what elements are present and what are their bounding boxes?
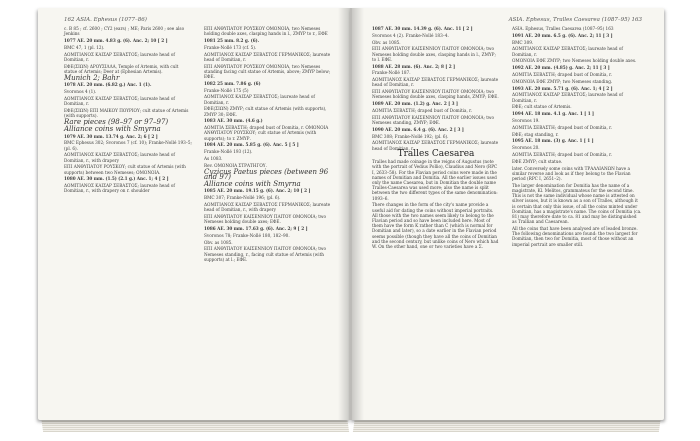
catalogue-paragraph: ΔΟΜΙΤΙΑΝΟΣ ΚΑΙΣΑΡ ΣΕΒΑΣΤΟΣ; laureate head of Domitian, r.	[64, 51, 175, 62]
catalogue-paragraph: ΕΦΕ(ΣΙΩΝ) ΖΜΥΡ; cult statue of Artemis (with supports), ΖΜΥΡ 30; ΕΦΕ.	[204, 106, 327, 117]
catalogue-paragraph: Svoronos 20.	[512, 145, 540, 151]
catalogue-paragraph: ΔΟΜΙΤΙΑΝΟΣ ΚΑΙΣΑΡ ΣΕΒΑΣΤΟΣ; laureate head of Domitian, r.	[204, 94, 315, 105]
catalogue-paragraph: ΔΟΜΙΤΙΑ ΣΕΒΑΣΤΗ; draped bust of Domitia, r. ΟΜΟΝΟΙΑ ΑΝΘΥΠΑΤΟΥ ΡΟΥΣΚΟΥ; cult statue of Artemis (with supports); to r. ΖΜΥΡ.	[204, 125, 329, 141]
catalogue-paragraph: Cyzicus Paetus pieces (between 96 and 97)	[204, 167, 329, 181]
catalogue-paragraph: 1094 AE. 18 mm. 4.1 g. Anc. 1 [ 1 ]	[512, 111, 595, 117]
catalogue-paragraph: Svoronos 19.	[512, 117, 540, 123]
catalogue-paragraph: ΕΠΙ ΑΝΘΥΠΑΤΟΥ ΡΟΥΣΚΟΥ; cult statue of Artemis (with supports) between two Nemeses; ΟΜΟΝΟΙΑ.	[64, 164, 186, 175]
right-running-head: ASIA. Ephesus, Tralles Caesarea (1087–95) 163	[508, 17, 642, 23]
catalogue-paragraph: 1093 AE. 20 mm. 5.71 g. (6). Anc. 1; 4 [ 2 ]	[512, 85, 613, 91]
catalogue-paragraph: 1088 AE. 28 mm. (6). Anc. 2; 8 [ 2 ]	[372, 63, 456, 69]
catalogue-paragraph: 1082 25 mm. 7.86 g. (6)	[204, 80, 261, 86]
catalogue-paragraph: BMC Ephesus 302; Svoronos 7 (cf. 10); Franke-Nollé 193–5; (pl. 6).	[64, 140, 192, 151]
left-running-head: 162 ASIA. Ephesus (1077–86)	[64, 17, 147, 23]
catalogue-paragraph: ΕΦΕ; stag standing, r.	[512, 131, 559, 137]
catalogue-paragraph: ΔΟΜΙΤΙΑ ΣΕΒΑΣΤΗ; draped bust of Domitia, r.	[512, 71, 613, 77]
catalogue-paragraph: Svoronos 4 (1).	[64, 89, 97, 95]
catalogue-paragraph: Obv. as 1085.	[204, 239, 233, 245]
catalogue-paragraph: Alliance coins with Smyrna	[64, 124, 161, 133]
catalogue-paragraph: ΔΟΜΙΤΙΑΝΟΣ ΚΑΙΣΑΡ ΣΕΒΑΣΤΟΣ ΓΕΡΜΑΝΙΚΟΣ; laureate head of Domitian, r.	[204, 51, 331, 62]
catalogue-paragraph: Munich 2; Bahr	[64, 73, 120, 82]
catalogue-paragraph: All the coins that have been analysed are of leaded bronze. The following denominations are found: the two largest for Domitian, then two for Domitia, most of those without an imperial portrait are smaller still.	[512, 225, 638, 247]
catalogue-paragraph: ΟΜΟΝΟΙΑ ΕΦΕ ΖΜΥΡ; two Nemeses standing.	[512, 78, 613, 84]
catalogue-paragraph: 1087 AE. 30 mm. 14.39 g. (6). Anc. 11 [ 2 ]	[372, 26, 473, 31]
catalogue-paragraph: BMC 307; Franke-Nollé 196; (pl. 6).	[204, 195, 281, 201]
catalogue-paragraph: ΕΠΙ ΑΝΘΥΠΑΤΟΥ ΡΟΥΣΚΟΥ ΟΜΟΝΟΙΑ, two Nemeses holding double axes, clasping hands in l., ΖΜΥΡ to r., ΕΦΕ	[204, 26, 328, 37]
catalogue-paragraph: ΕΠΙ ΑΝΘΥΠΑΤΟΥ ΚΑΙΣΕΝΝΙΟΥ ΠΑΙΤΟΥ ΟΜΟΝΟΙΑ; two Nemeses holding double axes, clasping hands in l., ΖΜΥΡ; to l. ΕΦΕ.	[372, 46, 496, 62]
catalogue-paragraph: ΕΠΙ ΑΝΘΥΠΑΤΟΥ ΚΑΙΣΕΝΝΙΟΥ ΠΑΙΤΟΥ ΟΜΟΝΟΙΑ; two Nemeses holding double axes, clasping hands, ΖΜΥΡ; ΕΦΕ.	[372, 89, 499, 100]
catalogue-paragraph: c. B 85 ; cf. 2600 ; CY2 (ears) ; ME; Paris 2600 ; see also Jenkins	[64, 26, 185, 37]
right-column-2	[512, 26, 642, 248]
catalogue-paragraph: Svoronos 78; Franke-Nollé 180, 182–90.	[204, 232, 290, 238]
catalogue-paragraph: 1085 AE. 20 mm. 19.15 g. (6). Anc. 2; 10 [ 2 ]	[204, 188, 311, 194]
catalogue-paragraph: BMC 308; Franke-Nollé 192; (pl. 6).	[372, 133, 449, 139]
catalogue-paragraph: Franke-Nollé 193 (12).	[204, 149, 253, 155]
catalogue-paragraph: ΔΟΜΙΤΙΑΝΟΣ ΚΑΙΣΑΡ ΣΕΒΑΣΤΟΣ; laureate head of Domitian, r.	[512, 46, 623, 57]
catalogue-paragraph: Franke-Nollé 175 (5)	[204, 87, 249, 93]
book-gutter	[338, 8, 364, 420]
catalogue-paragraph: ΕΦΕ ΖΜΥΡ; cult statue.	[512, 158, 563, 164]
catalogue-paragraph: 1092 AE. 20 mm. (4.85) g. Anc. 2; 11 [ 3 ]	[512, 65, 610, 71]
catalogue-paragraph: ΔΟΜΙΤΙΑΝΟΣ ΚΑΙΣΑΡ ΣΕΒΑΣΤΟΣ ΓΕΡΜΑΝΙΚΟΣ; laureate head of Domitian, r., with drapery	[204, 201, 331, 213]
catalogue-paragraph: ASIA. Ephesus, Tralles Caesarea (1087–95) 163	[512, 26, 614, 31]
catalogue-paragraph: Tralles had made coinage in the reigns of Augustus (note with the portrait of Vedius Pollio), Claudius and Nero (RPC I, 2633–58). For the Flavian period coins were made in the names of Domitian and Domitia. All the earlier issues used only the name Caesarea, but in Domitian the double name Tralles-Caesarea was used more; also the name is split between the two different types of the same denomination: 1093–6.	[372, 159, 498, 201]
catalogue-paragraph: ΔΟΜΙΤΙΑΝΟΣ ΚΑΙΣΑΡ ΣΕΒΑΣΤΟΣ ΓΕΡΜΑΝΙΚΟΣ; laureate head of Domitian, r.	[372, 140, 499, 151]
catalogue-paragraph: 1078 AE. 20 mm. (6.82 g.) Anc. 1 (1).	[64, 82, 152, 88]
catalogue-paragraph: 1089 AE. 20 mm. (1.2) g. Anc. 2 [ 3 ]	[372, 101, 459, 107]
left-column-1	[64, 26, 192, 195]
catalogue-paragraph: Tralles Caesarea	[397, 149, 475, 160]
catalogue-paragraph: 1083 AE. 30 mm. (4.6 g.)	[204, 118, 263, 124]
catalogue-paragraph: Svoronos 4 (2). Franke-Nollé 183–4.	[372, 32, 449, 38]
catalogue-paragraph: 1086 AE. 30 mm. 17.63 g. (6). Anc. 2; 9 [ 2 ]	[204, 225, 308, 231]
catalogue-paragraph: ΔΟΜΙΤΙΑ ΣΕΒΑΣΤΗ; draped bust of Domitia, r.	[372, 107, 473, 113]
catalogue-paragraph: later. Conversely some coins with ΤΡΑΛΛΙΑΝΩΝ have a similar reverse and look as if they belong to the Flavian period (RPC I, 2651–2).	[512, 165, 631, 181]
catalogue-paragraph: Obv. as 1085.	[372, 39, 401, 45]
right-page	[350, 8, 664, 420]
catalogue-paragraph: 1090 AE. 20 mm. 6.4 g. (6). Anc. 2 [ 3 ]	[372, 126, 464, 132]
catalogue-paragraph: BMC 47, 1 (pl. 12).	[64, 44, 105, 50]
catalogue-paragraph: 1081 25 mm. 8.2 g. (6).	[204, 38, 260, 43]
catalogue-paragraph: Alliance coins with Smyrna	[204, 179, 301, 188]
catalogue-paragraph: ΕΠΙ ΑΝΘΥΠΑΤΟΥ ΡΟΥΣΚΟΥ ΟΜΟΝΟΙΑ, two Nemeses standing facing cult statue of Artemis, above; ΖΜΥΡ below; ΕΦΕ.	[204, 63, 331, 79]
catalogue-paragraph: The larger denomination for Domitia has the name of a magistrate, Kl. Melitos, grammateus for the second time. This is not the same individual whose name is attested on silver issues, but it is known as a son of Tralles, although it is certain that only this issue, of all the coins minted under Domitian, has a magistrate's name. The coins of Domitia (ca. 81) may therefore date to ca. 81 and may be distinguished as Trallian and Caesarean.	[512, 182, 642, 225]
left-page	[38, 8, 350, 420]
catalogue-paragraph: 1077 AE. 20 mm. 4.83 g. (6). Anc. 2; 10 [ 2 ]	[64, 38, 168, 43]
catalogue-paragraph: ΔΟΜΙΤΙΑΝΟΣ ΚΑΙΣΑΡ ΣΕΒΑΣΤΟΣ; laureate head of Domitian, r.	[512, 92, 623, 103]
catalogue-paragraph: ΔΟΜΙΤΙΑ ΣΕΒΑΣΤΗ; draped bust of Domitia, r.	[512, 124, 613, 130]
catalogue-paragraph: Franke-Nollé 173 (cf. 5).	[204, 44, 257, 50]
catalogue-paragraph: Rare pieces (98–97 or 97–97)	[64, 117, 169, 126]
catalogue-paragraph: 1095 AE. 18 mm. (3) g. Anc. 1 [ 1 ]	[512, 138, 594, 144]
catalogue-paragraph: ΔΟΜΙΤΙΑΝΟΣ ΚΑΙΣΑΡ ΣΕΒΑΣΤΟΣ; laureate head of Domitian, r., with drapery on r. shoulder	[64, 183, 175, 194]
catalogue-paragraph: BMC 309.	[512, 39, 534, 45]
open-book	[38, 8, 664, 432]
catalogue-paragraph: Franke-Nollé 187.	[372, 70, 411, 76]
catalogue-paragraph: ΔΟΜΙΤΙΑ ΣΕΒΑΣΤΗ; draped bust of Domitia, r.	[512, 151, 613, 157]
right-column-1	[372, 26, 500, 251]
catalogue-paragraph: As 1083.	[204, 155, 223, 161]
left-column-2	[204, 26, 332, 264]
catalogue-paragraph: There changes in the form of the city's name provide a useful aid for dating the coins without imperial portraits. All those with the two names seem likely to belong to the Flavian period and so have been included here. Most of them have the form Κ rather than C (which is normal for Domitian and later), so a date earlier in the Flavian period seems possible (though they have all the coins of Domitian and the second century, but unlike coins of Nero which had W. On the other hand, one or two varieties have a Σ.	[372, 202, 499, 250]
catalogue-paragraph: ΔΟΜΙΤΙΑΝΟΣ ΚΑΙΣΑΡ ΣΕΒΑΣΤΟΣ ΓΕΡΜΑΝΙΚΟΣ; laureate head of Domitian, r.	[372, 77, 499, 88]
catalogue-paragraph: ΟΜΟΝΟΙΑ ΕΦΕ ΖΜΥΡ; two Nemeses holding double axes.	[512, 58, 637, 64]
catalogue-paragraph: ΕΠΙ ΑΝΘΥΠΑΤΟΥ ΚΑΙΣΕΝΝΙΟΥ ΠΑΙΤΟΥ ΟΜΟΝΟΙΑ; two Nemeses holding double axes; ΕΦΕ.	[204, 213, 327, 225]
catalogue-paragraph: Rev. ΟΜΟΝΟΙΑ ΣΤΡΑΤΗΓΟΥ.	[204, 162, 267, 168]
catalogue-paragraph: ΕΠΙ ΑΝΘΥΠΑΤΟΥ ΚΑΙΣΕΝΝΙΟΥ ΠΑΙΤΟΥ ΟΜΟΝΟΙΑ; two Nemeses standing, ΖΜΥΡ; ΕΦΕ.	[372, 114, 495, 125]
catalogue-paragraph: 1091 AE. 20 mm. 6.5 g. (6). Anc. 2; 11 [ 3 ]	[512, 32, 613, 38]
catalogue-paragraph: ΕΦΕ(ΣΙΩΝ) ΕΠΙ ΜΑΙΚΟΥ ΠΟΥΡΙΟΥ; cult statue of Artemis (with supports).	[64, 107, 189, 119]
catalogue-paragraph: 1080 AE. 30 mm. (1.5) (2.1 g.) Anc. 1; 4 [ 2 ]	[64, 176, 169, 182]
catalogue-paragraph: 1079 AE. 30 mm. 13.74 g. Anc. 2; 6 [ 2 ]	[64, 133, 158, 139]
catalogue-paragraph: ΕΦΕ; cult statue of Artemis.	[512, 104, 572, 110]
catalogue-paragraph: ΕΦΕ(ΣΙΩΝ) ΔΡΟΥΣΙΛΛΑ, Temple of Artemis, with cult statue of Artemis; Deer at (Ephesian Artemis).	[64, 63, 179, 74]
catalogue-paragraph: ΔΟΜΙΤΙΑΝΟΣ ΚΑΙΣΑΡ ΣΕΒΑΣΤΟΣ; laureate head of Domitian, r.	[64, 95, 175, 107]
catalogue-paragraph: 1084 AE. 20 mm. 5.85 g. (6). Anc. 5 [ 5 ]	[204, 142, 299, 148]
catalogue-paragraph: ΔΟΜΙΤΙΑΝΟΣ ΚΑΙΣΑΡ ΣΕΒΑΣΤΟΣ; laureate head of Domitian, r., with drapery	[64, 152, 175, 163]
catalogue-paragraph: ΕΠΙ ΑΝΘΥΠΑΤΟΥ ΚΑΙΣΕΝΝΙΟΥ ΠΑΙΤΟΥ ΟΜΟΝΟΙΑ; two Nemeses standing, r., facing cult statue of Artemis (with supports) at l.; ΕΦΕ.	[204, 246, 327, 262]
